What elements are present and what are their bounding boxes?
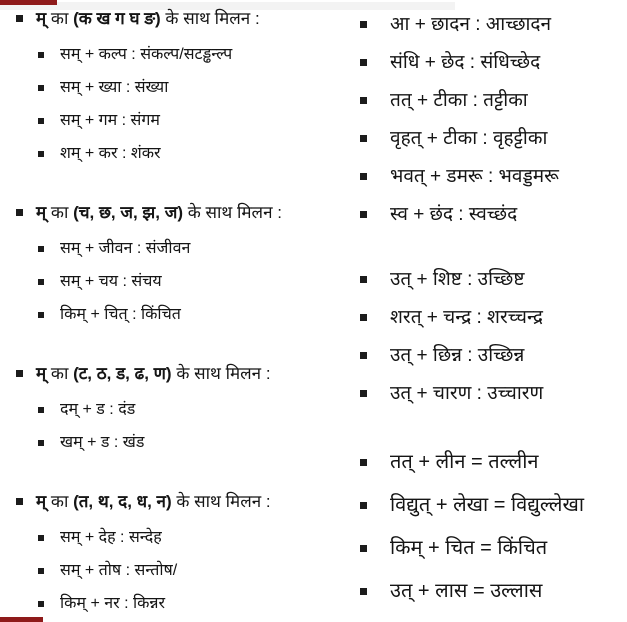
sandhi-example (358, 267, 627, 293)
bullet-icon (16, 209, 23, 216)
sandhi-example-text: विद्युत् + लेखा = विद्युल्लेखा (390, 494, 585, 516)
bullet-icon (38, 601, 44, 607)
sandhi-example-text: भवत् + डमरू : भवड्डमरू (390, 166, 559, 187)
sandhi-example (358, 343, 627, 369)
sandhi-example (38, 400, 350, 420)
sandhi-example-text: उत् + चारण : उच्चारण (390, 383, 544, 404)
bullet-icon (38, 52, 44, 58)
header-letters: (च, छ, ज, झ, ज) (73, 203, 183, 222)
example-list (14, 400, 350, 453)
sandhi-example (38, 305, 350, 325)
sandhi-example (358, 50, 627, 76)
bullet-icon (360, 21, 367, 28)
sandhi-example-text: संधि + छेद : संधिच्छेद (390, 52, 541, 73)
group-header (14, 491, 350, 513)
header-bold: म् (36, 203, 47, 222)
sandhi-example-text: सम् + देह : सन्देह (60, 529, 162, 546)
example-list (358, 12, 627, 228)
group-header (14, 202, 350, 224)
sandhi-group-ut (358, 267, 627, 407)
sandhi-example-text: तत् + टीका : तट्टीका (390, 90, 528, 111)
group-header-text (36, 202, 282, 224)
header-letters: (ट, ठ, ड, ढ, ण) (73, 364, 172, 383)
header-rest: के साथ मिलन : (160, 9, 260, 28)
sandhi-example (358, 492, 627, 519)
bullet-icon (360, 211, 367, 218)
sandhi-group-ta-varga-retroflex (14, 363, 350, 453)
left-column (14, 8, 350, 622)
sandhi-example-text: सम् + गम : संगम (60, 112, 160, 129)
header-mid: का (46, 203, 74, 222)
example-list (14, 239, 350, 325)
group-header (14, 363, 350, 385)
bullet-icon (38, 440, 44, 446)
sandhi-example-text: शरत् + चन्द्र : शरच्चन्द्र (390, 307, 543, 328)
sandhi-example-text: सम् + जीवन : संजीवन (60, 240, 191, 257)
bullet-icon (360, 314, 367, 321)
header-rest: के साथ मिलन : (182, 203, 282, 222)
sandhi-example (38, 561, 350, 581)
sandhi-example (38, 433, 350, 453)
sandhi-example-text: खम् + ड : खंड (60, 434, 145, 451)
bullet-icon (360, 97, 367, 104)
example-list (358, 449, 627, 605)
sandhi-example (38, 272, 350, 292)
sandhi-example-text: स्व + छंद : स्वच्छंद (390, 204, 518, 225)
sandhi-example (38, 45, 350, 65)
sandhi-example-text: किम् + नर : किन्नर (60, 595, 166, 612)
sandhi-example (38, 144, 350, 164)
bullet-icon (38, 85, 44, 91)
sandhi-group-cha-varga (14, 202, 350, 325)
header-mid: का (46, 9, 74, 28)
sandhi-example-text: उत् + शिष्ट : उच्छिष्ट (390, 269, 525, 290)
bullet-icon (360, 135, 367, 142)
example-list (14, 45, 350, 164)
bullet-icon (38, 312, 44, 318)
example-list (14, 528, 350, 614)
header-rest: के साथ मिलन : (171, 492, 271, 511)
sandhi-group-ka-varga (14, 8, 350, 164)
sandhi-example-text: सम् + चय : संचय (60, 273, 162, 290)
bullet-icon (360, 390, 367, 397)
group-header-text (36, 8, 260, 30)
sandhi-example-text: उत् + छिन्न : उच्छिन्न (390, 345, 525, 366)
sandhi-group-la (358, 449, 627, 605)
sandhi-example-text: दम् + ड : दंड (60, 401, 136, 418)
sandhi-example (38, 111, 350, 131)
sandhi-example-text: उत् + लास = उल्लास (390, 580, 543, 602)
sandhi-example (358, 449, 627, 476)
bullet-icon (38, 568, 44, 574)
bullet-icon (16, 498, 23, 505)
sandhi-example-text: वृहत् + टीका : वृहट्टीका (390, 128, 548, 149)
bullet-icon (360, 352, 367, 359)
header-letters: (क ख ग घ ङ) (73, 9, 161, 28)
sandhi-example (358, 12, 627, 38)
bullet-icon (38, 279, 44, 285)
example-list (358, 267, 627, 407)
sandhi-group-ta-varga-dental (14, 491, 350, 614)
bullet-icon (360, 502, 367, 509)
bullet-icon (16, 370, 23, 377)
bullet-icon (38, 118, 44, 124)
sandhi-example (358, 202, 627, 228)
header-bold: म् (36, 492, 47, 511)
bullet-icon (38, 535, 44, 541)
sandhi-example-text: सम् + ख्या : संख्या (60, 79, 169, 96)
right-column (358, 12, 627, 621)
header-bold: म् (36, 9, 47, 28)
sandhi-example (358, 381, 627, 407)
bullet-icon (360, 588, 367, 595)
sandhi-example-text: तत् + लीन = तल्लीन (390, 451, 539, 473)
sandhi-example (358, 88, 627, 114)
sandhi-example (38, 239, 350, 259)
sandhi-example-text: सम् + कल्प : संकल्प/सटड्ढन्ल्प (60, 46, 233, 63)
sandhi-example (358, 164, 627, 190)
header-mid: का (46, 364, 74, 383)
sandhi-example (38, 78, 350, 98)
accent-bar-top (0, 0, 57, 5)
bullet-icon (16, 15, 23, 22)
sandhi-example (358, 535, 627, 562)
sandhi-example (38, 528, 350, 548)
bullet-icon (360, 545, 367, 552)
sandhi-example (358, 126, 627, 152)
sandhi-example-text: आ + छादन : आच्छादन (390, 14, 552, 35)
bullet-icon (38, 407, 44, 413)
bullet-icon (38, 151, 44, 157)
sandhi-example (358, 578, 627, 605)
sandhi-example-text: किम् + चित = किंचित (390, 537, 548, 559)
header-mid: का (46, 492, 74, 511)
bullet-icon (38, 246, 44, 252)
bullet-icon (360, 276, 367, 283)
sandhi-example (358, 305, 627, 331)
bullet-icon (360, 59, 367, 66)
sandhi-example-text: किम् + चित् : किंचित (60, 306, 181, 323)
group-header-text (36, 491, 271, 513)
group-header (14, 8, 350, 30)
sandhi-group-chhadan (358, 12, 627, 228)
sandhi-example-text: शम् + कर : शंकर (60, 145, 161, 162)
group-header-text (36, 363, 271, 385)
sandhi-example-text: सम् + तोष : सन्तोष/ (60, 562, 178, 579)
header-letters: (त, थ, द, ध, न) (73, 492, 172, 511)
bullet-icon (360, 173, 367, 180)
header-bold: म् (36, 364, 47, 383)
header-rest: के साथ मिलन : (171, 364, 271, 383)
sandhi-example (38, 594, 350, 614)
bullet-icon (360, 459, 367, 466)
